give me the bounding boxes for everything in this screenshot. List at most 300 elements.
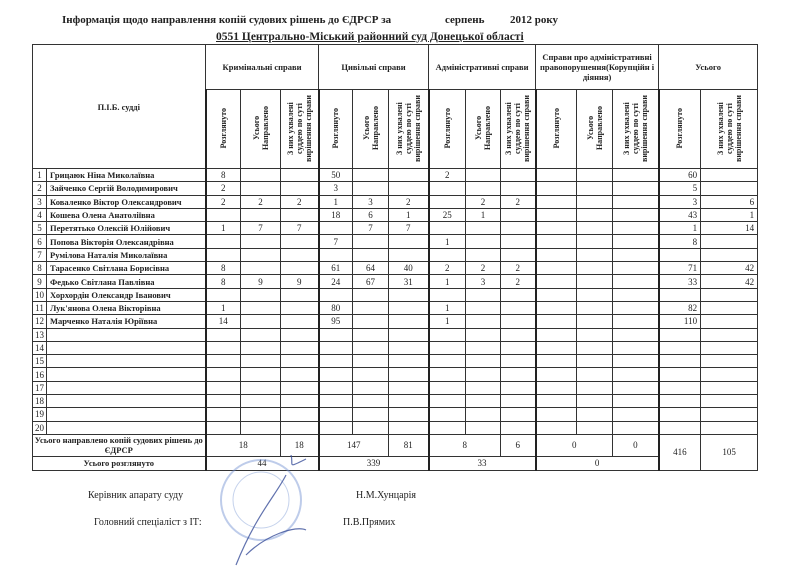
cell-value: [466, 182, 501, 195]
subheader-label: Розглянуто: [675, 107, 685, 149]
table-row: [33, 275, 758, 288]
cell-value: [659, 355, 701, 368]
row-number: 2: [33, 182, 47, 195]
row-number: 5: [33, 222, 47, 235]
cell-value: [466, 421, 501, 434]
table-row: [33, 328, 758, 341]
subheader-label: Розглянуто: [218, 107, 228, 149]
cell-value: [319, 408, 353, 421]
document-title: [62, 14, 559, 26]
cell-value: 1: [389, 208, 429, 221]
group-total: Усього: [659, 45, 758, 90]
cell-value: [241, 421, 281, 434]
cell-value: [429, 395, 466, 408]
cell-value: [389, 169, 429, 182]
signature-role-head: Керівник апарату суду: [88, 490, 184, 501]
cell-value: [501, 315, 536, 328]
cell-value: 6: [353, 208, 389, 221]
subheader-label: Усього Направлено: [361, 105, 380, 151]
cell-value: [241, 169, 281, 182]
row-number: 6: [33, 235, 47, 248]
cell-value: [701, 421, 758, 434]
cell-value: [659, 288, 701, 301]
cell-value: 42: [701, 262, 758, 275]
cell-value: [701, 248, 758, 261]
cell-value: 95: [319, 315, 353, 328]
cell-value: [501, 368, 536, 381]
row-number: 18: [33, 395, 47, 408]
judge-name: Коваленко Віктор Олександрович: [47, 195, 206, 208]
cell-value: [241, 395, 281, 408]
cell-value: [241, 408, 281, 421]
cell-value: [501, 341, 536, 354]
cell-value: 2: [206, 195, 241, 208]
cell-value: [206, 248, 241, 261]
cell-value: [536, 195, 577, 208]
cell-value: [577, 395, 613, 408]
cell-value: [466, 169, 501, 182]
cell-value: [241, 288, 281, 301]
cell-value: [577, 355, 613, 368]
cell-value: [206, 421, 241, 434]
cell-value: [389, 408, 429, 421]
cell-value: [536, 301, 577, 314]
cell-value: 5: [659, 182, 701, 195]
cell-value: [577, 421, 613, 434]
cell-value: [701, 235, 758, 248]
cell-value: [501, 169, 536, 182]
cell-value: [701, 355, 758, 368]
table-row: [33, 222, 758, 235]
cell-value: [536, 368, 577, 381]
cell-value: [701, 182, 758, 195]
table-row: [33, 421, 758, 434]
cell-value: [241, 262, 281, 275]
subheader-total-reviewed: [659, 90, 701, 169]
reviewed-total-value: 0: [536, 456, 659, 470]
cell-value: [206, 355, 241, 368]
cell-value: [613, 208, 659, 221]
cell-value: [659, 248, 701, 261]
cell-value: [577, 328, 613, 341]
cell-value: 18: [319, 208, 353, 221]
cell-value: 82: [659, 301, 701, 314]
cell-value: [466, 288, 501, 301]
row-number: 7: [33, 248, 47, 261]
cell-value: 2: [466, 262, 501, 275]
judge-name: [47, 381, 206, 394]
cell-value: [281, 408, 319, 421]
cell-value: 14: [206, 315, 241, 328]
row-number: 10: [33, 288, 47, 301]
cell-value: [281, 248, 319, 261]
cell-value: 60: [659, 169, 701, 182]
cell-value: [206, 381, 241, 394]
cell-value: [389, 368, 429, 381]
cell-value: [466, 248, 501, 261]
cell-value: 8: [206, 262, 241, 275]
cell-value: [281, 315, 319, 328]
cell-value: [429, 182, 466, 195]
cell-value: [501, 288, 536, 301]
subheader-label: Розглянуто: [331, 107, 341, 149]
table-row: [33, 208, 758, 221]
judge-name: Федько Світлана Павлівна: [47, 275, 206, 288]
cell-value: 7: [389, 222, 429, 235]
reviewed-total-value: 33: [429, 456, 536, 470]
cell-value: [429, 248, 466, 261]
cell-value: [536, 341, 577, 354]
cell-value: [577, 368, 613, 381]
cell-value: 8: [659, 235, 701, 248]
cell-value: [613, 169, 659, 182]
cell-value: [701, 368, 758, 381]
subheader-sent: [353, 90, 389, 169]
cell-value: [613, 182, 659, 195]
row-number: 17: [33, 381, 47, 394]
subheader-label: З них ухвалені суддею по суті вирішення справи: [715, 94, 743, 162]
cell-value: [536, 222, 577, 235]
cell-value: [501, 182, 536, 195]
cell-value: [701, 315, 758, 328]
cell-value: [536, 248, 577, 261]
cell-value: [429, 421, 466, 434]
row-number: 4: [33, 208, 47, 221]
cell-value: [501, 328, 536, 341]
cell-value: [353, 235, 389, 248]
cell-value: [659, 395, 701, 408]
cell-value: 3: [319, 182, 353, 195]
cell-value: [536, 169, 577, 182]
cell-value: [577, 288, 613, 301]
group-admin-offences: Справи про адміністративні правопорушення(Корупційн і діяння): [536, 45, 659, 90]
cell-value: [429, 341, 466, 354]
cell-value: [281, 328, 319, 341]
cell-value: [613, 195, 659, 208]
cell-value: [501, 248, 536, 261]
cell-value: [319, 222, 353, 235]
cell-value: [353, 248, 389, 261]
table-row: [33, 169, 758, 182]
table-row: [33, 195, 758, 208]
judge-name: Хорхордін Олександр Іванович: [47, 288, 206, 301]
cell-value: [281, 182, 319, 195]
subheader-decided: [501, 90, 536, 169]
cell-value: [577, 248, 613, 261]
table-row: [33, 355, 758, 368]
cell-value: [389, 235, 429, 248]
judge-name: [47, 328, 206, 341]
cell-value: [281, 208, 319, 221]
cell-value: [206, 208, 241, 221]
cell-value: [536, 355, 577, 368]
cell-value: 110: [659, 315, 701, 328]
judge-name: Зайченко Сергій Володимирович: [47, 182, 206, 195]
table-row: [33, 235, 758, 248]
cell-value: 64: [353, 262, 389, 275]
cell-value: [577, 275, 613, 288]
row-number: 16: [33, 368, 47, 381]
judge-name: Румілова Наталія Миколаївна: [47, 248, 206, 261]
cell-value: [577, 208, 613, 221]
cell-value: [466, 328, 501, 341]
cell-value: [281, 169, 319, 182]
cell-value: [241, 182, 281, 195]
cell-value: [241, 301, 281, 314]
cell-value: [536, 381, 577, 394]
cell-value: [701, 328, 758, 341]
cell-value: 1: [429, 301, 466, 314]
cell-value: [466, 341, 501, 354]
cell-value: [429, 288, 466, 301]
cell-value: [613, 421, 659, 434]
cell-value: [389, 395, 429, 408]
cell-value: 61: [319, 262, 353, 275]
table-row: [33, 341, 758, 354]
cell-value: [701, 341, 758, 354]
sent-total-label: Усього направлено копій судових рішень до ЄДРСР: [33, 434, 206, 456]
cell-value: [353, 421, 389, 434]
cell-value: [577, 341, 613, 354]
cell-value: 40: [389, 262, 429, 275]
cell-value: 3: [659, 195, 701, 208]
sent-total-value: 0: [536, 434, 613, 456]
subheader-decided: [389, 90, 429, 169]
subheader-reviewed: [429, 90, 466, 169]
cell-value: [281, 355, 319, 368]
table-row: [33, 248, 758, 261]
group-administrative: Адміністративні справи: [429, 45, 536, 90]
signature-role-it: Головний спеціаліст з ІТ:: [94, 517, 202, 528]
sent-total-value: 147: [319, 434, 389, 456]
cell-value: [241, 208, 281, 221]
cell-value: 2: [241, 195, 281, 208]
cell-value: [613, 328, 659, 341]
subheader-reviewed: [319, 90, 353, 169]
group-criminal: Кримінальні справи: [206, 45, 319, 90]
cell-value: [701, 408, 758, 421]
cell-value: 14: [701, 222, 758, 235]
cell-value: 31: [389, 275, 429, 288]
cell-value: [577, 222, 613, 235]
table-row: [33, 288, 758, 301]
cell-value: [501, 408, 536, 421]
cell-value: [319, 421, 353, 434]
cell-value: [389, 328, 429, 341]
cell-value: 1: [429, 315, 466, 328]
cell-value: [389, 182, 429, 195]
table-row: [33, 368, 758, 381]
cell-value: [701, 395, 758, 408]
cell-value: [206, 341, 241, 354]
cell-value: [206, 288, 241, 301]
subheader-label: З них ухвалені суддею по суті вирішення справи: [621, 94, 649, 162]
table-row: [33, 395, 758, 408]
table-row: [33, 262, 758, 275]
cell-value: [659, 341, 701, 354]
cell-value: 1: [429, 235, 466, 248]
cell-value: [577, 169, 613, 182]
cell-value: [353, 169, 389, 182]
cell-value: [353, 341, 389, 354]
cell-value: [389, 288, 429, 301]
cell-value: [389, 248, 429, 261]
cell-value: [389, 315, 429, 328]
subheader-label: З них ухвалені суддею по суті вирішення справи: [394, 94, 422, 162]
cell-value: [613, 395, 659, 408]
cell-value: [353, 395, 389, 408]
cell-value: [613, 301, 659, 314]
cell-value: [319, 341, 353, 354]
cell-value: [319, 288, 353, 301]
subheader-sent: [577, 90, 613, 169]
cell-value: [577, 408, 613, 421]
cell-value: 2: [429, 262, 466, 275]
subheader-decided: [613, 90, 659, 169]
subheader-reviewed: [536, 90, 577, 169]
cell-value: 9: [281, 275, 319, 288]
cell-value: [613, 381, 659, 394]
cell-value: [613, 222, 659, 235]
cell-value: [659, 368, 701, 381]
row-number: 11: [33, 301, 47, 314]
cell-value: [613, 341, 659, 354]
cell-value: 25: [429, 208, 466, 221]
cell-value: [353, 182, 389, 195]
cell-value: [389, 421, 429, 434]
cell-value: 67: [353, 275, 389, 288]
cell-value: [241, 328, 281, 341]
cell-value: [319, 355, 353, 368]
table-row: [33, 381, 758, 394]
cell-value: 3: [466, 275, 501, 288]
cell-value: [466, 315, 501, 328]
cell-value: [353, 368, 389, 381]
cell-value: [501, 421, 536, 434]
cell-value: [701, 381, 758, 394]
court-stamp-and-signature: [216, 455, 326, 575]
cell-value: [353, 408, 389, 421]
cell-value: [206, 328, 241, 341]
judge-name: Кошева Олена Анатоліївна: [47, 208, 206, 221]
subheader-label: Усього Направлено: [474, 105, 493, 151]
cell-value: 9: [241, 275, 281, 288]
cell-value: [281, 368, 319, 381]
row-number: 3: [33, 195, 47, 208]
cell-value: 50: [319, 169, 353, 182]
cell-value: 3: [353, 195, 389, 208]
cell-value: [536, 182, 577, 195]
judge-name: Перетятько Олексій Юлійович: [47, 222, 206, 235]
judge-name: Марченко Наталія Юріївна: [47, 315, 206, 328]
subheader-label: Розглянуто: [551, 107, 561, 149]
table-row: [33, 315, 758, 328]
cell-value: [241, 381, 281, 394]
cell-value: 7: [353, 222, 389, 235]
cell-value: [577, 381, 613, 394]
cell-value: [389, 355, 429, 368]
cell-value: [701, 169, 758, 182]
judge-name: [47, 408, 206, 421]
cell-value: 7: [319, 235, 353, 248]
cell-value: [281, 421, 319, 434]
cell-value: [241, 315, 281, 328]
cell-value: [206, 408, 241, 421]
cell-value: [613, 315, 659, 328]
cell-value: [536, 408, 577, 421]
cell-value: [281, 395, 319, 408]
cell-value: [466, 395, 501, 408]
group-civil: Цивільні справи: [319, 45, 429, 90]
judge-name: [47, 368, 206, 381]
cell-value: [613, 262, 659, 275]
cell-value: [536, 315, 577, 328]
subheader-label: Усього Направлено: [251, 105, 270, 151]
cell-value: [577, 315, 613, 328]
cell-value: [613, 355, 659, 368]
cell-value: 8: [206, 169, 241, 182]
cell-value: 7: [241, 222, 281, 235]
subheader-total-decided: [701, 90, 758, 169]
cell-value: [501, 381, 536, 394]
report-table: [32, 44, 758, 471]
cell-value: 1: [659, 222, 701, 235]
row-number: 13: [33, 328, 47, 341]
judge-name: Тарасенко Світлана Борисівна: [47, 262, 206, 275]
cell-value: [613, 408, 659, 421]
cell-value: [577, 182, 613, 195]
row-number: 12: [33, 315, 47, 328]
cell-value: [429, 408, 466, 421]
row-number: 9: [33, 275, 47, 288]
judge-name: Попова Вікторія Олександрівна: [47, 235, 206, 248]
cell-value: 42: [701, 275, 758, 288]
cell-value: 2: [389, 195, 429, 208]
cell-value: 24: [319, 275, 353, 288]
row-number: 8: [33, 262, 47, 275]
sent-total-value: 6: [501, 434, 536, 456]
cell-value: 2: [429, 169, 466, 182]
court-name: 0551 Центрально-Міський районний суд Донецької області: [216, 31, 524, 43]
sent-total-value: 18: [206, 434, 281, 456]
cell-value: [501, 301, 536, 314]
judge-name: Лук'янова Олена Вікторівна: [47, 301, 206, 314]
subheader-decided: [281, 90, 319, 169]
cell-value: [319, 248, 353, 261]
cell-value: 43: [659, 208, 701, 221]
cell-value: 2: [281, 195, 319, 208]
cell-value: [281, 301, 319, 314]
cell-value: [319, 395, 353, 408]
cell-value: [466, 235, 501, 248]
subheader-sent: [241, 90, 281, 169]
cell-value: [206, 235, 241, 248]
cell-value: 2: [501, 275, 536, 288]
cell-value: [536, 395, 577, 408]
cell-value: [577, 235, 613, 248]
cell-value: [536, 421, 577, 434]
cell-value: [577, 262, 613, 275]
sent-total-value: 81: [389, 434, 429, 456]
subheader-reviewed: [206, 90, 241, 169]
cell-value: [466, 381, 501, 394]
cell-value: [241, 248, 281, 261]
cell-value: 1: [466, 208, 501, 221]
row-number: 15: [33, 355, 47, 368]
cell-value: [353, 355, 389, 368]
cell-value: [429, 368, 466, 381]
cell-value: [353, 288, 389, 301]
